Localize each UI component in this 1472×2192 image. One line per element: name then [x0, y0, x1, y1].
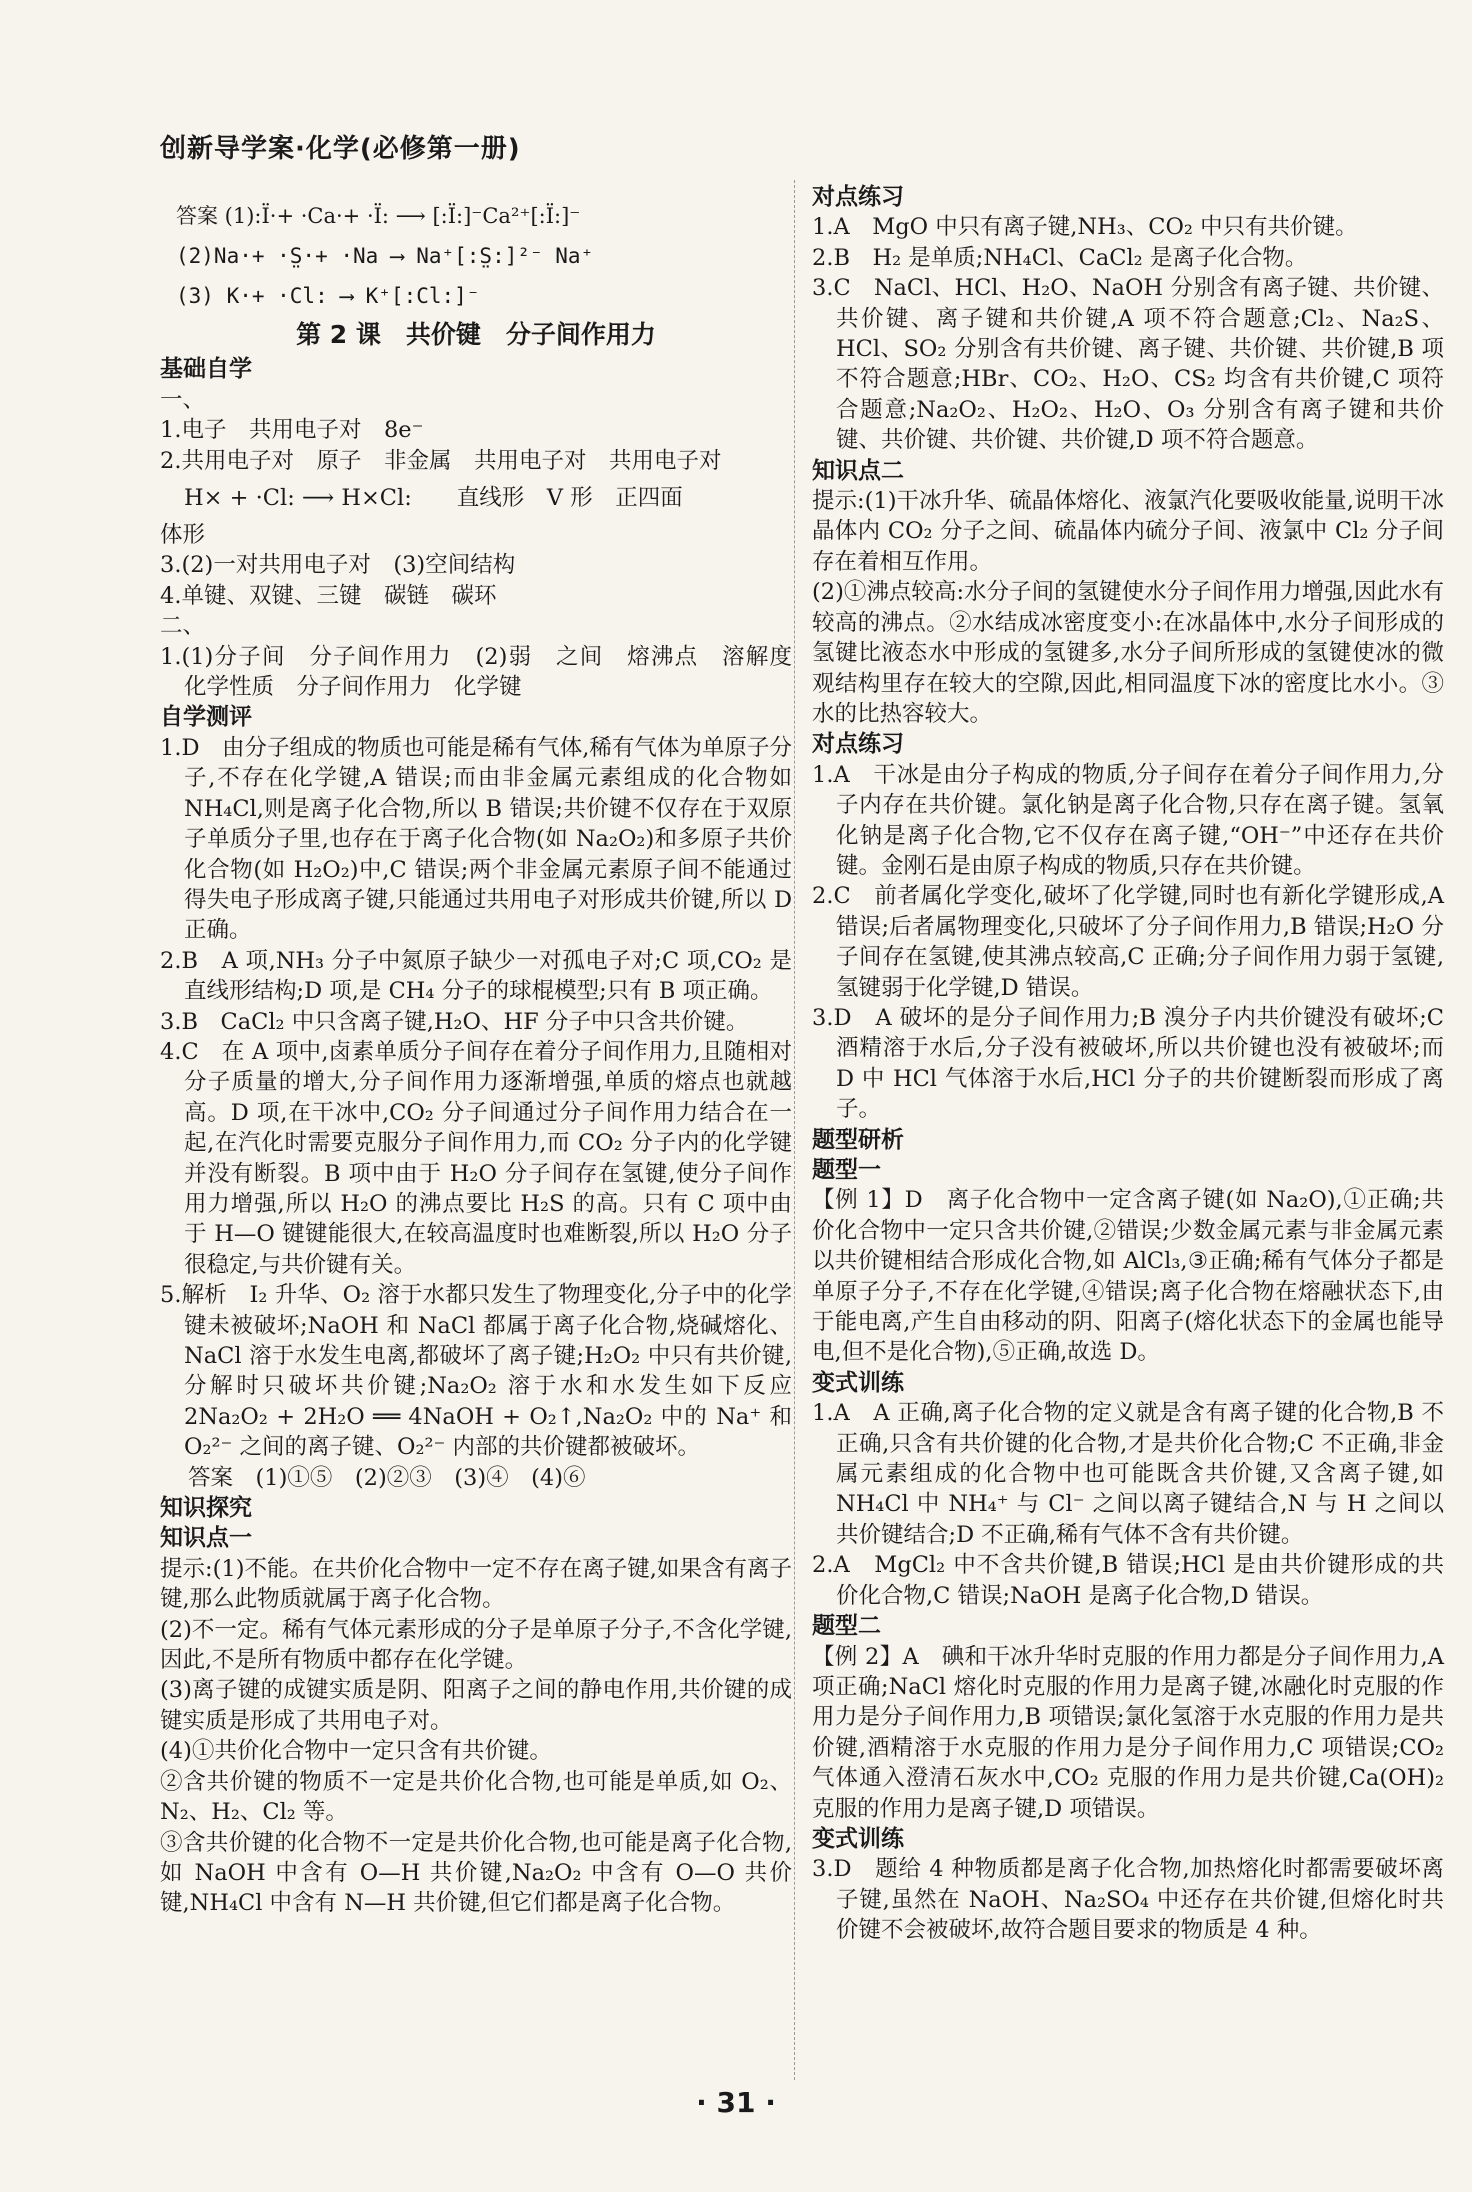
page-number-value: 31 [716, 2086, 756, 2119]
type-2: 题型二 [812, 1613, 881, 1640]
item-2-cont: 体形 [160, 522, 206, 549]
tip-1: 提示:(1)不能。在共价化合物中一定不存在离子键,如果含有离子键,那么此物质就属于离子化合物。 [160, 1555, 792, 1613]
tip-4: (4)①共价化合物中一定只含有共价键。 [160, 1738, 552, 1765]
tip-6: ③含共价键的化合物不一定是共价化合物,也可能是离子化合物,如 NaOH 中含有 O—H 共价键,Na₂O₂ 中含有 O—O 共价键,NH₄Cl 中含有 N—H 共价键,但它们都是离子化合物。 [160, 1829, 792, 1917]
practice-3: 3.C NaCl、HCl、H₂O、NaOH 分别含有离子键、共价键、共价键、离子键和共价键,A 项不符合题意;Cl₂、Na₂S、HCl、SO₂ 分别含有共价键、离子键、共价键、共价键,B 项不符合题意;HBr、CO₂、H₂O、CS₂ 均含有共价键,C 项符合题意;Na₂O₂、H₂O₂、H₂O、O₃ 分别含有离子键和共价键、共价键、共价键、共价键,D 项不符合题意。 [812, 275, 1444, 454]
kp2-tip-2: (2)①沸点较高:水分子间的氢键使水分子间作用力增强,因此水有较高的沸点。②水结成冰密度变小:在冰晶体中,水分子间形成的氢键比液态水中形成的氢键多,水分子间所形成的氢键使冰的微观结构里存在较大的空隙,因此,相同温度下冰的密度比水小。③水的比热容较大。 [812, 579, 1444, 727]
left-column [160, 196, 815, 1919]
practice-5: 2.C 前者属化学变化,破坏了化学键,同时也有新化学键形成,A 错误;后者属物理变化,只破坏了分子间作用力,B 错误;H₂O 分子间存在氢键,使其沸点较高,C 正确;分子间作用力弱于氢键,氢键弱于化学键,D 错误。 [812, 883, 1444, 1001]
item-4: 4.单键、双键、三键 碳链 碳环 [160, 582, 497, 609]
item-3: 3.(2)一对共用电子对 (3)空间结构 [160, 552, 516, 579]
variant-3: 3.D 题给 4 种物质都是离子化合物,加热熔化时都需要破坏离子键,虽然在 NaOH、Na₂SO₄ 中还存在共价键,但熔化时共价键不会被破坏,故符合题目要求的物质是 4 种。 [812, 1856, 1444, 1944]
zice-2: 2.B A 项,NH₃ 分子中氮原子缺少一对孤电子对;C 项,CO₂ 是直线形结构;D 项,是 CH₄ 分子的球棍模型;只有 B 项正确。 [160, 947, 792, 1005]
variant-1: 1.A A 正确,离子化合物的定义就是含有离子键的化合物,B 不正确,只含有共价键的化合物,才是共价化合物;C 不正确,非金属元素组成的化合物中也可能既含共价键,又含离子键,如 NH₄Cl 中 NH₄⁺ 与 Cl⁻ 之间以离子键结合,N 与 H 之间以共价键结合;D 不正确,稀有气体不含有共价键。 [812, 1400, 1444, 1548]
answer-formula-3: (3) K·+ ·Cl: ⟶ K⁺[:Cl:]⁻ [176, 284, 480, 308]
variant-2: 2.A MgCl₂ 中不含共价键,B 错误;HCl 是由共价键形成的共价化合物,C 错误;NaOH 是离子化合物,D 错误。 [812, 1552, 1444, 1609]
item-5: 1.(1)分子间 分子间作用力 (2)弱 之间 熔沸点 溶解度 化学性质 分子间作用力 化学键 [160, 643, 815, 701]
zice-3: 3.B CaCl₂ 中只含离子键,H₂O、HF 分子中只含共价键。 [160, 1008, 749, 1035]
item-2-formula: H× + ·Cl: ⟶ H×Cl: 直线形 V 形 正四面 [184, 485, 683, 512]
knowledge-point-1: 知识点一 [160, 1525, 252, 1552]
example-1: 【例 1】D 离子化合物中一定含离子键(如 Na₂O),①正确;共价化合物中一定只含共价键,②错误;少数金属元素与非金属元素以共价键相结合形成化合物,如 AlCl₃,③正确;稀有气体分子都是单原子分子,不存在化学键,④错误;离子化合物在熔融状态下,由于能电离,产生自由移动的阴、阳离子(熔化状态下的金属也能导电,但不是化合物),⑤正确,故选 D。 [812, 1187, 1444, 1366]
zice-5-answer: 答案 (1)①⑤ (2)②③ (3)④ (4)⑥ [188, 1464, 586, 1491]
section-jichu: 基础自学 [160, 356, 252, 383]
section-zice: 自学测评 [160, 704, 252, 731]
zice-1: 1.D 由分子组成的物质也可能是稀有气体,稀有气体为单原子分子,不存在化学键,A 错误;而由非金属元素组成的化合物如 NH₄Cl,则是离子化合物,所以 B 错误;共价键不仅存在于双原子单质分子里,也存在于离子化合物(如 Na₂O₂)和多原子共价化合物(如 H₂O₂)中,C 错误;两个非金属元素原子间不能通过得失电子形成离子键,只能通过共用电子对形成共价键,所以 D 正确。 [160, 734, 792, 944]
item-1: 1.电子 共用电子对 8e⁻ [160, 417, 424, 444]
subsection-two: 二、 [160, 613, 206, 640]
practice-1: 1.A MgO 中只有离子键,NH₃、CO₂ 中只有共价键。 [812, 214, 1358, 241]
variant-training-2: 变式训练 [812, 1825, 904, 1852]
section-duidian-1: 对点练习 [812, 184, 904, 210]
right-column [812, 182, 1444, 1946]
lesson-title: 第 2 课 共价键 分子间作用力 [296, 320, 656, 349]
zice-4: 4.C 在 A 项中,卤素单质分子间存在着分子间作用力,且随相对分子质量的增大,分子间作用力逐渐增强,单质的熔点也就越高。D 项,在干冰中,CO₂ 分子间通过分子间作用力结合在一起,在汽化时需要克服分子间作用力,而 CO₂ 分子内的化学键并没有断裂。B 项中由于 H₂O 分子间存在氢键,使分子间作用力增强,所以 H₂O 的沸点要比 H₂S 的高。只有 C 项中由于 H—O 键键能很大,在较高温度时也难断裂,所以 H₂O 分子很稳定,与共价键有关。 [160, 1038, 792, 1278]
type-1: 题型一 [812, 1157, 881, 1183]
page-number: · 31 · [696, 2086, 776, 2119]
tip-5: ②含共价键的物质不一定是共价化合物,也可能是单质,如 O₂、N₂、H₂、Cl₂ 等。 [160, 1768, 792, 1826]
practice-2: 2.B H₂ 是单质;NH₄Cl、CaCl₂ 是离子化合物。 [812, 244, 1308, 271]
knowledge-point-2: 知识点二 [812, 457, 904, 484]
section-duidian-2: 对点练习 [812, 731, 904, 758]
section-tanjiu: 知识探究 [160, 1495, 252, 1522]
tip-2: (2)不一定。稀有气体元素形成的分子是单原子分子,不含化学键,因此,不是所有物质中都存在化学键。 [160, 1616, 792, 1674]
section-tixing: 题型研析 [812, 1126, 904, 1153]
answer-formula-1: 答案 (1):Ï·+ ·Ca·+ ·Ï: ⟶ [:Ï:]⁻Ca²⁺[:Ï:]⁻ [176, 204, 581, 228]
item-2: 2.共用电子对 原子 非金属 共用电子对 共用电子对 [160, 447, 722, 474]
tip-3: (3)离子键的成键实质是阴、阳离子之间的静电作用,共价键的成键实质是形成了共用电子对。 [160, 1677, 792, 1734]
practice-4: 1.A 干冰是由分子构成的物质,分子间存在着分子间作用力,分子内存在共价键。氯化钠是离子化合物,只存在离子键。氢氧化钠是离子化合物,它不仅存在离子键,“OH⁻”中还存在共价键。金刚石是由原子构成的物质,只存在共价键。 [812, 761, 1444, 879]
zice-5: 5.解析 I₂ 升华、O₂ 溶于水都只发生了物理变化,分子中的化学键未被破坏;NaOH 和 NaCl 都属于离子化合物,烧碱熔化、NaCl 溶于水发生电离,都破坏了离子键;H₂O₂ 中只有共价键,分解时只破坏共价键;Na₂O₂ 溶于水和水发生如下反应 2Na₂O₂ + 2H₂O ══ 4NaOH + O₂↑,Na₂O₂ 中的 Na⁺ 和 O₂²⁻ 之间的离子键、O₂²⁻ 内部的共价键都被破坏。 [160, 1282, 792, 1461]
column-divider [794, 180, 795, 2080]
answer-formula-2: (2)Na·+ ·S̤·+ ·Na ⟶ Na⁺[:S̤:]²⁻ Na⁺ [176, 244, 594, 268]
example-2: 【例 2】A 碘和干冰升华时克服的作用力都是分子间作用力,A 项正确;NaCl 熔化时克服的作用力是离子键,冰融化时克服的作用力是分子间作用力,B 项错误;氯化氢溶于水克服的作用力是共价键,酒精溶于水克服的作用力是分子间作用力,C 项错误;CO₂ 气体通入澄清石灰水中,CO₂ 克服的作用力是共价键,Ca(OH)₂ 克服的作用力是离子键,D 项错误。 [812, 1643, 1444, 1822]
variant-training-1: 变式训练 [812, 1369, 904, 1396]
subsection-one: 一、 [160, 386, 206, 413]
kp2-tip-1: 提示:(1)干冰升华、硫晶体熔化、液氯汽化要吸收能量,说明干冰晶体内 CO₂ 分子之间、硫晶体内硫分子间、液氯中 Cl₂ 分子间存在着相互作用。 [812, 488, 1444, 575]
practice-6: 3.D A 破坏的是分子间作用力;B 溴分子内共价键没有破坏;C 酒精溶于水后,分子没有被破坏,所以共价键也没有被破坏;而 D 中 HCl 气体溶于水后,HCl 分子的共价键断裂而形成了离子。 [812, 1004, 1444, 1123]
page-header: 创新导学案·化学(必修第一册) [160, 134, 521, 164]
